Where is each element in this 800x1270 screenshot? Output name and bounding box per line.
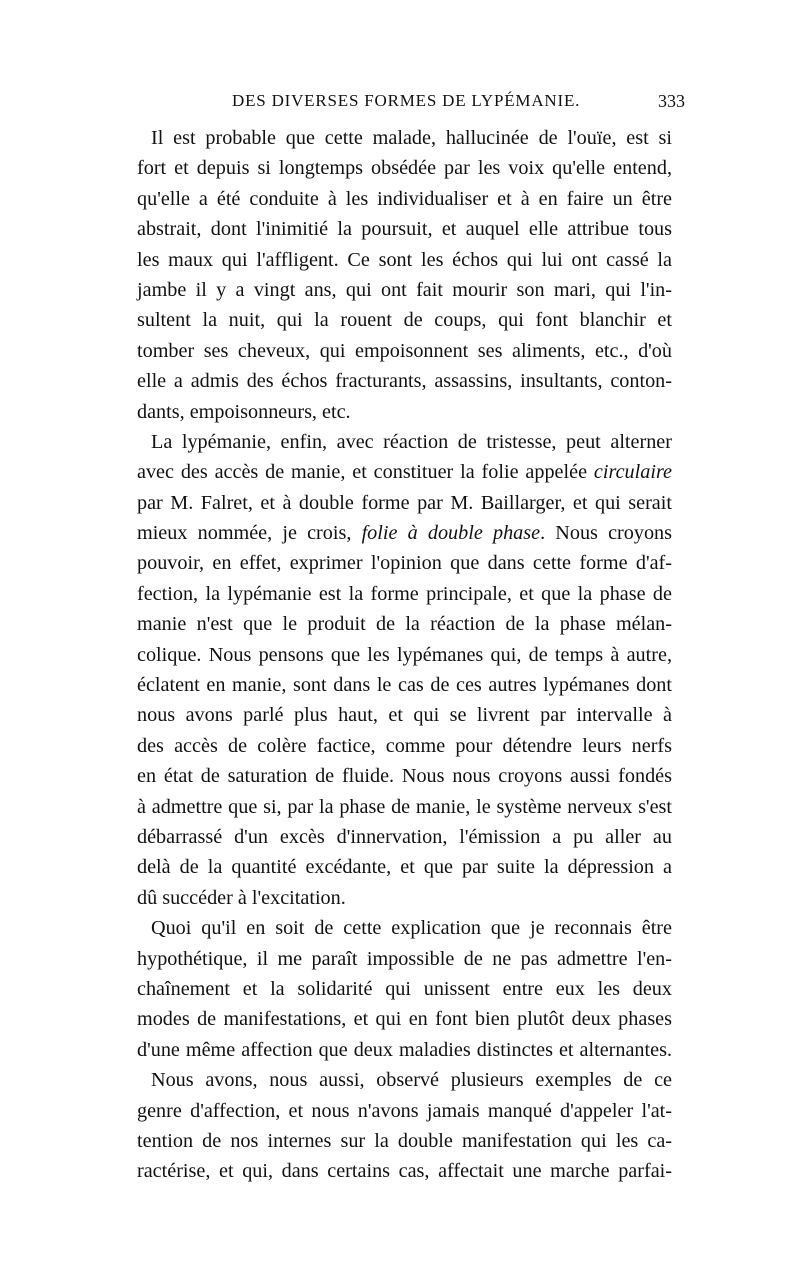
text-line: chaînement et la solidarité qui unissent entre eux les deux (137, 977, 672, 1000)
text-line: qu'elle a été conduite à les individualiser et à en faire un être (137, 187, 672, 210)
text-line: tomber ses cheveux, qui empoisonnent ses aliments, etc., d'où (137, 339, 672, 362)
text-line: abstrait, dont l'inimitié la poursuit, et auquel elle attribue tous (137, 218, 672, 241)
text-fragment: avec des accès de manie, et constituer la folie appelée (137, 461, 588, 484)
text-line: modes de manifestations, et qui en font bien plutôt deux phases (137, 1008, 672, 1031)
text-line: dû succéder à l'excitation. (137, 886, 346, 909)
text-line: colique. Nous pensons que les lypémanes qui, de temps à autre, (137, 643, 672, 666)
text-line: par M. Falret, et à double forme par M. Baillarger, et qui serait (137, 491, 672, 514)
text-line: Quoi qu'il en soit de cette explication que je reconnais être (151, 917, 672, 940)
text-line: elle a admis des échos fracturants, assassins, insultants, conton- (137, 370, 672, 393)
paragraph-4 (137, 1065, 672, 1187)
text-line: sultent la nuit, qui la rouent de coups, qui font blanchir et (137, 309, 672, 332)
text-line: jambe il y a vingt ans, qui ont fait mourir son mari, qui l'in- (137, 278, 672, 301)
text-line: ractérise, et qui, dans certains cas, affectait une marche parfai- (137, 1160, 672, 1183)
text-line: fection, la lypémanie est la forme principale, et que la phase de (137, 582, 672, 605)
text-fragment: mieux nommée, je crois, (137, 522, 352, 545)
text-line: des accès de colère factice, comme pour détendre leurs nerfs (137, 734, 672, 757)
text-line: dants, empoisonneurs, etc. (137, 400, 351, 423)
text-line: à admettre que si, par la phase de manie, le système nerveux s'est (137, 795, 672, 818)
text-line: éclatent en manie, sont dans le cas de ces autres lypémanes dont (137, 674, 672, 697)
text-line: tention de nos internes sur la double manifestation qui les ca- (137, 1129, 672, 1152)
body-text (137, 123, 672, 1187)
paragraph-3 (137, 913, 672, 1065)
paragraph-2 (137, 427, 672, 913)
running-title: DES DIVERSES FORMES DE LYPÉMANIE. (232, 91, 581, 110)
text-line: hypothétique, il me paraît impossible de ne pas admettre l'en- (137, 947, 672, 970)
text-line: pouvoir, en effet, exprimer l'opinion que dans cette forme d'af- (137, 552, 672, 575)
text-line: d'une même affection que deux maladies distinctes et alternantes. (137, 1038, 672, 1061)
text-line: Nous avons, nous aussi, observé plusieurs exemples de ce (151, 1069, 672, 1092)
running-head (150, 91, 685, 113)
text-line: fort et depuis si longtemps obsédée par les voix qu'elle entend, (137, 157, 672, 180)
text-fragment: . Nous croyons (540, 522, 672, 545)
italic-term: circulaire (593, 461, 673, 484)
text-line: nous avons parlé plus haut, et qui se livrent par intervalle à (137, 704, 672, 727)
text-line (137, 457, 672, 487)
text-line: débarrassé d'un excès d'innervation, l'émission a pu aller au (137, 825, 672, 848)
text-line: Il est probable que cette malade, hallucinée de l'ouïe, est si (151, 127, 672, 149)
page-number: 333 (658, 91, 685, 111)
text-line: La lypémanie, enfin, avec réaction de tristesse, peut alterner (151, 430, 672, 453)
text-line: les maux qui l'affligent. Ce sont les échos qui lui ont cassé la (137, 248, 672, 271)
italic-term: folie à double phase (361, 522, 541, 545)
text-line: manie n'est que le produit de la réaction de la phase mélan- (137, 613, 672, 636)
text-line: delà de la quantité excédante, et que par suite la dépression a (137, 856, 672, 879)
text-line: genre d'affection, et nous n'avons jamais manqué d'appeler l'at- (137, 1099, 672, 1122)
paragraph-1 (137, 123, 672, 427)
text-line: en état de saturation de fluide. Nous nous croyons aussi fondés (137, 765, 672, 788)
text-line (137, 518, 672, 548)
